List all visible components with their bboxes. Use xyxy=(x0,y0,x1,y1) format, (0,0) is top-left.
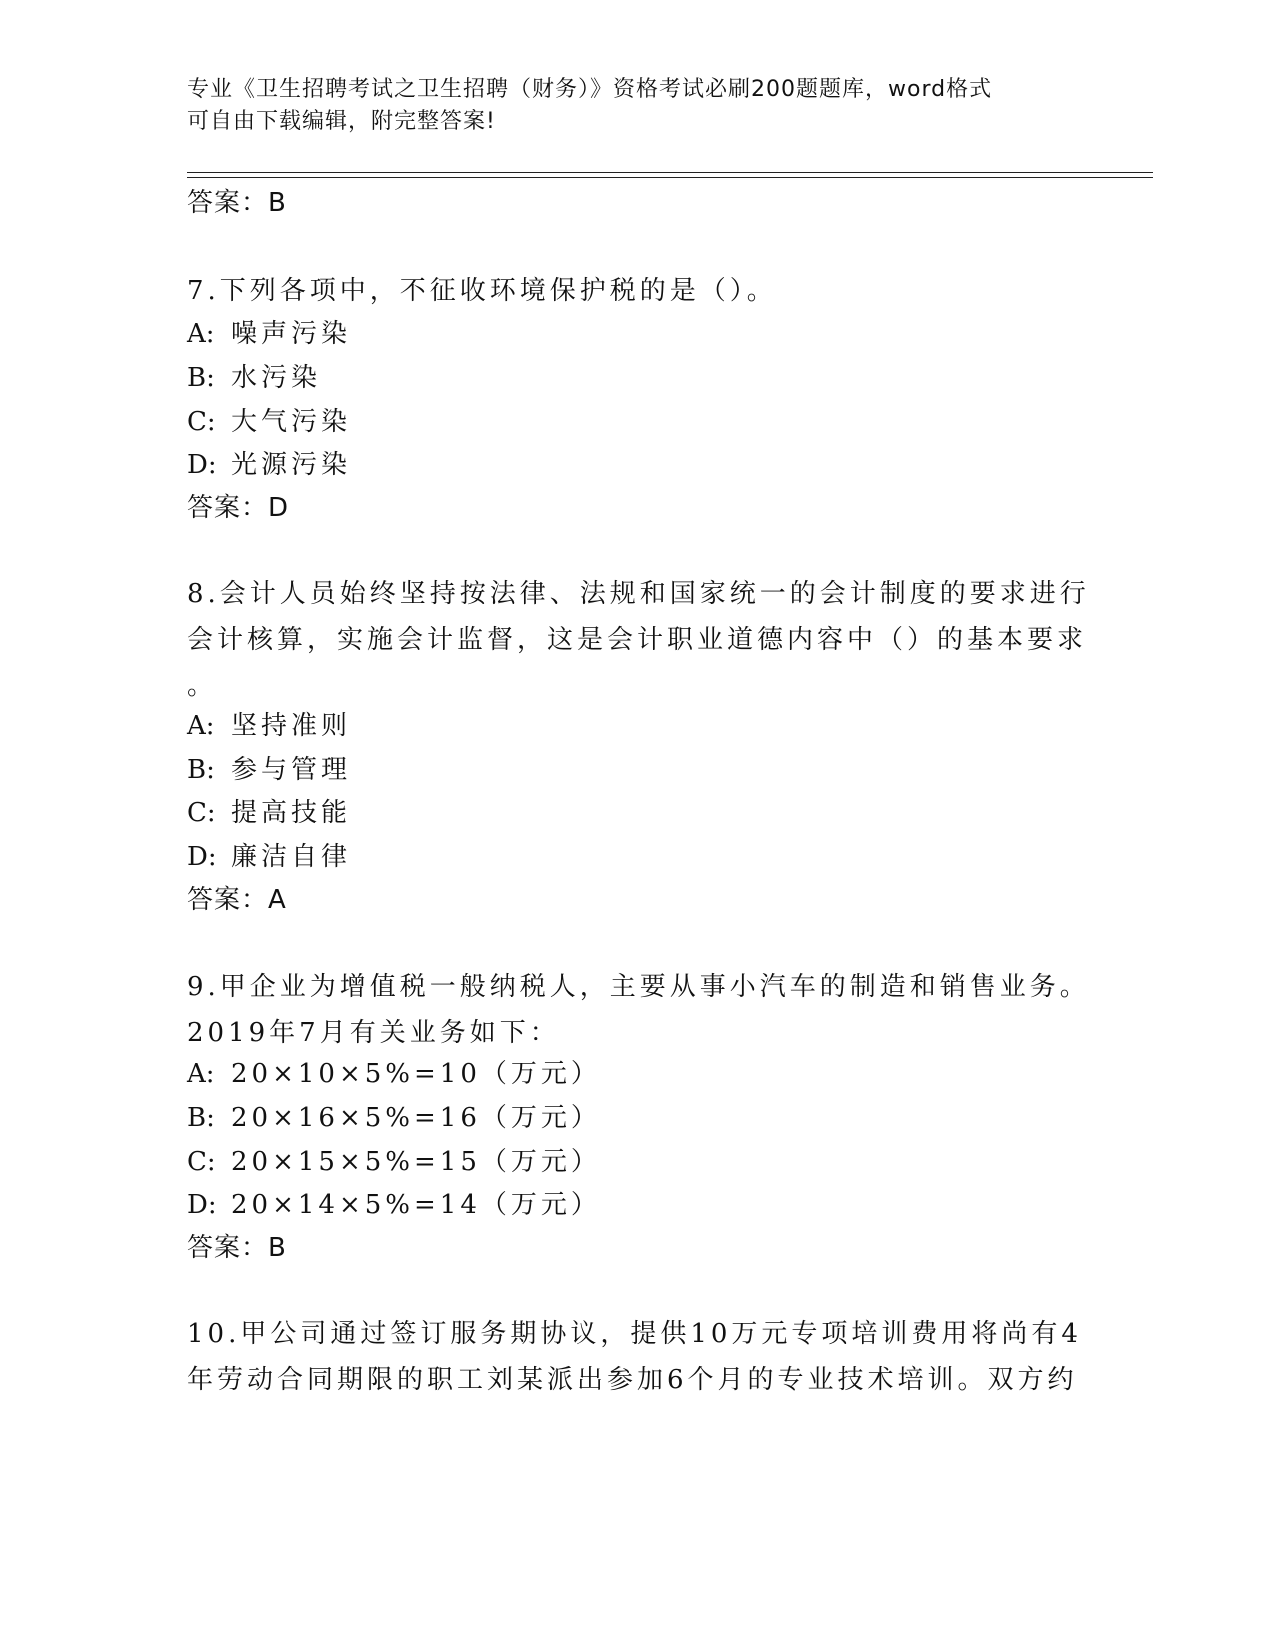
question-8-option-a xyxy=(187,711,351,741)
option-key: B: xyxy=(187,363,215,393)
option-key: A: xyxy=(187,1059,215,1089)
answer-q8: 答案：A xyxy=(187,885,287,915)
option-text: 20×16×5%=16（万元） xyxy=(231,1103,601,1133)
question-7-line-1: 7.下列各项中，不征收环境保护税的是（）。 xyxy=(187,276,777,306)
question-8-stem xyxy=(187,571,1090,709)
header-rule-top xyxy=(187,172,1153,173)
option-key: D: xyxy=(187,450,217,480)
option-key: C: xyxy=(187,1147,216,1177)
option-text: 水污染 xyxy=(231,363,322,393)
question-8-option-d xyxy=(187,842,351,872)
question-8-line-2: 会计核算，实施会计监督，这是会计职业道德内容中（）的基本要求 xyxy=(187,625,1088,655)
question-9-option-d xyxy=(187,1190,601,1220)
option-text: 坚持准则 xyxy=(231,711,352,741)
option-text: 噪声污染 xyxy=(231,319,352,349)
question-9-stem xyxy=(187,964,1090,1056)
option-key: B: xyxy=(187,1103,215,1133)
option-text: 提高技能 xyxy=(231,798,352,828)
question-7-stem xyxy=(187,268,1067,314)
option-key: C: xyxy=(187,798,216,828)
document-header xyxy=(187,74,1067,138)
option-text: 20×14×5%=14（万元） xyxy=(231,1190,601,1220)
option-key: D: xyxy=(187,842,217,872)
option-text: 20×15×5%=15（万元） xyxy=(231,1147,601,1177)
header-line-2: 可自由下载编辑，附完整答案! xyxy=(187,109,496,134)
answer-q9: 答案：B xyxy=(187,1233,287,1263)
header-rule-bottom xyxy=(187,177,1153,178)
option-text: 20×10×5%=10（万元） xyxy=(231,1059,601,1089)
option-text: 参与管理 xyxy=(231,755,352,785)
question-10-stem xyxy=(187,1311,1082,1403)
option-text: 廉洁自律 xyxy=(231,842,352,872)
option-text: 光源污染 xyxy=(231,450,352,480)
question-7-option-a xyxy=(187,319,351,349)
option-key: A: xyxy=(187,319,215,349)
answer-q7: 答案：D xyxy=(187,493,290,523)
question-7-option-c xyxy=(187,407,351,437)
question-9-option-c xyxy=(187,1147,601,1177)
question-9-line-2: 2019年7月有关业务如下： xyxy=(187,1018,560,1048)
question-10-line-1: 10.甲公司通过签订服务期协议，提供10万元专项培训费用将尚有4 xyxy=(187,1319,1082,1349)
question-9-option-a xyxy=(187,1059,601,1089)
question-10-line-2: 年劳动合同期限的职工刘某派出参加6个月的专业技术培训。双方约 xyxy=(187,1365,1078,1395)
question-9-line-1: 9.甲企业为增值税一般纳税人，主要从事小汽车的制造和销售业务。 xyxy=(187,972,1090,1002)
question-8-option-c xyxy=(187,798,351,828)
option-key: C: xyxy=(187,407,216,437)
question-7-option-b xyxy=(187,363,321,393)
question-7-option-d xyxy=(187,450,351,480)
question-8-line-1: 8.会计人员始终坚持按法律、法规和国家统一的会计制度的要求进行 xyxy=(187,579,1090,609)
option-key: A: xyxy=(187,711,215,741)
question-8-option-b xyxy=(187,755,351,785)
option-text: 大气污染 xyxy=(231,407,352,437)
answer-q6: 答案：B xyxy=(187,188,287,218)
question-8-line-3: 。 xyxy=(187,671,218,701)
option-key: D: xyxy=(187,1190,217,1220)
header-line-1: 专业《卫生招聘考试之卫生招聘（财务）》资格考试必刷200题题库，word格式 xyxy=(187,77,993,102)
option-key: B: xyxy=(187,755,215,785)
question-9-option-b xyxy=(187,1103,601,1133)
